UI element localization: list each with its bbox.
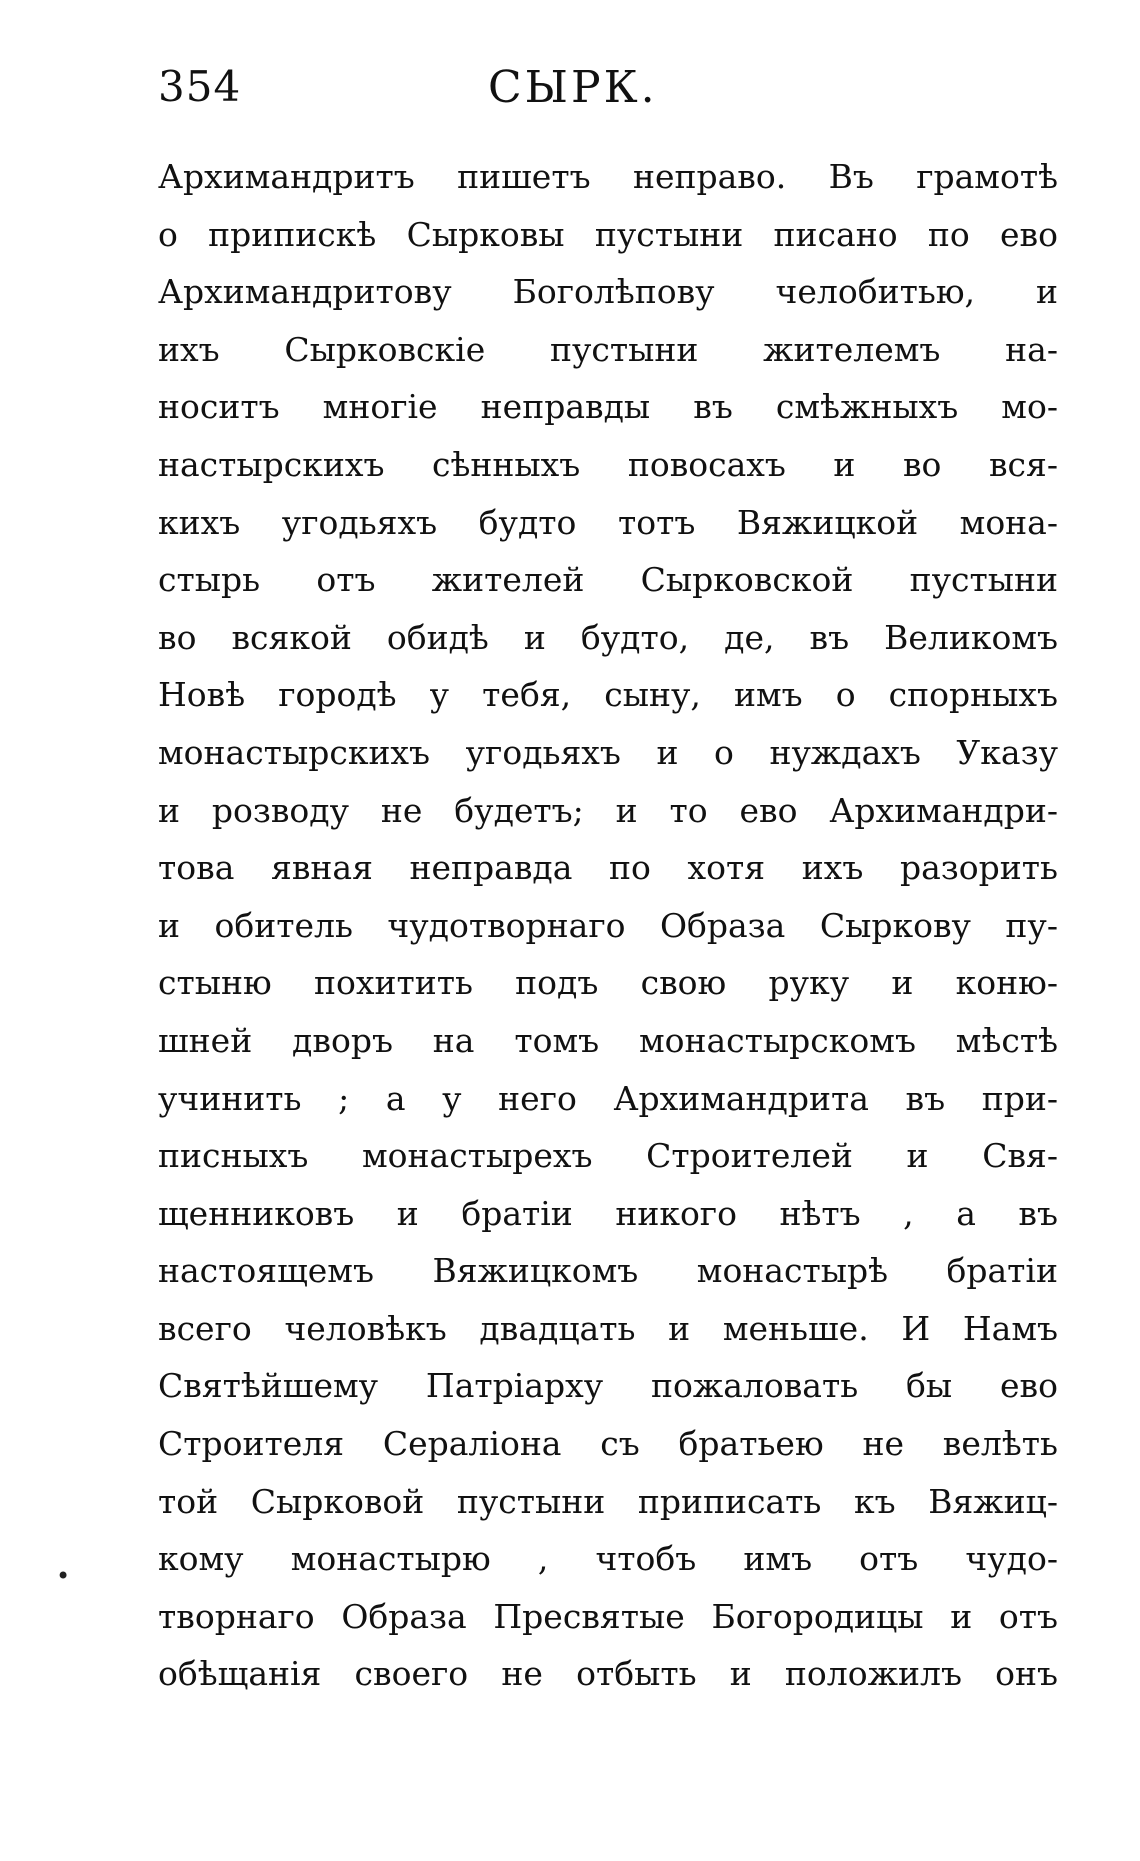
text-line: Святѣйшему Патріарху пожаловать бы ево: [158, 1366, 1058, 1406]
text-line: всего человѣкъ двадцать и меньше. И Намъ: [158, 1308, 1058, 1348]
text-line: и розводу не будетъ; и то ево Архимандри-: [158, 790, 1058, 830]
body-text: [158, 148, 1058, 1703]
text-line: о припискѣ Сырковы пустыни писано по ево: [158, 214, 1058, 254]
text-line: кихъ угодьяхъ будто тотъ Вяжицкой мона-: [158, 502, 1058, 542]
text-line: Архимандритову Боголѣпову челобитью, и: [158, 272, 1058, 312]
text-line: стырь отъ жителей Сырковской пустыни: [158, 560, 1058, 600]
text-line: Новѣ городѣ у тебя, сыну, имъ о спорныхъ: [158, 675, 1058, 715]
text-line: ихъ Сырковскіе пустыни жителемъ на-: [158, 329, 1058, 369]
text-line: и обитель чудотворнаго Образа Сыркову пу-: [158, 905, 1058, 945]
text-line: во всякой обидѣ и будто, де, въ Великомъ: [158, 617, 1058, 657]
margin-mark-icon: •: [56, 1562, 71, 1590]
page-header: [158, 52, 1058, 122]
text-line: Архимандритъ пишетъ неправо. Въ грамотѣ: [158, 157, 1058, 196]
text-line: шней дворъ на томъ монастырскомъ мѣстѣ: [158, 1020, 1058, 1060]
text-line: настоящемъ Вяжицкомъ монастырѣ братіи: [158, 1251, 1058, 1291]
text-line: кому монастырю , чтобъ имъ отъ чудо-: [158, 1539, 1058, 1579]
text-line: Строителя Сераліона съ братьею не велѣть: [158, 1424, 1058, 1464]
text-line: стыню похитить подъ свою руку и коню-: [158, 963, 1058, 1003]
text-line: монастырскихъ угодьяхъ и о нуждахъ Указу: [158, 732, 1058, 772]
text-line: той Сырковой пустыни приписать къ Вяжиц-: [158, 1481, 1058, 1521]
text-line: това явная неправда по хотя ихъ разорить: [158, 848, 1058, 888]
text-line: обѣщанія своего не отбыть и положилъ онъ: [158, 1654, 1058, 1694]
page-number: 354: [158, 62, 242, 111]
running-head: СЫРК.: [488, 62, 658, 113]
text-line: настырскихъ сѣнныхъ повосахъ и во вся-: [158, 444, 1058, 484]
text-line: писныхъ монастырехъ Строителей и Свя-: [158, 1136, 1058, 1176]
text-line: носитъ многіе неправды въ смѣжныхъ мо-: [158, 387, 1058, 427]
text-line: щенниковъ и братіи никого нѣтъ , а въ: [158, 1193, 1058, 1233]
text-line: учинить ; а у него Архимандрита въ при-: [158, 1078, 1058, 1118]
text-line: творнаго Образа Пресвятые Богородицы и отъ: [158, 1596, 1058, 1636]
